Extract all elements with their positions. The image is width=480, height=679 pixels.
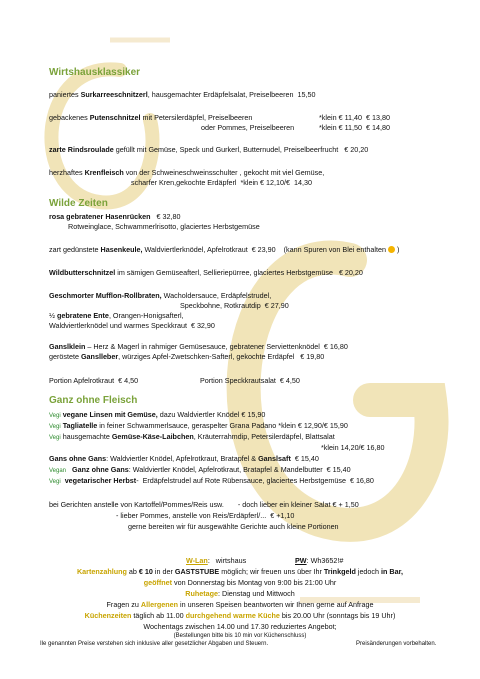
dish-hasenkeule: zart gedünstete Hasenkeule, Waldviertlerknödel, Apfelrotkraut € 23,90 (kann Spuren von Blei enthalten ): [49, 245, 400, 254]
section-title-wirtshausklassiker: Wirtshausklassiker: [49, 67, 141, 78]
dish-laibchen: Vegi hausgemachte Gemüse-Käse-Laibchen, Kräuterrahmdip, Petersilerdäpfel, Blattsalat: [49, 432, 335, 441]
tax-note: Ile genannten Preise verstehen sich inklusive aller gesetzlicher Abgaben und Steuern.: [40, 641, 269, 647]
note-kleine-portionen: gerne bereiten wir für ausgewählte Gerichte auch kleine Portionen: [128, 522, 339, 531]
note-pommes: - lieber Pommes, anstelle von Reis/Erdäpferl/... € +1,10: [116, 511, 295, 520]
dish-wildbutterschnitzel: Wildbutterschnitzel im sämigen Gemüseafterl, Sellieriepürree, glaciertes Herbstgemüse € 20,20: [49, 268, 363, 277]
section-title-wilde-zeiten: Wilde Zeiten: [49, 198, 108, 209]
dish-ganz-ohne-gans: Vegan Ganz ohne Gans: Waldviertler Knödel, Apfelrotkraut, Bratapfel & Mandelbutter € 15,40: [49, 465, 351, 474]
dish-putenschnitzel-variant: oder Pommes, Preiselbeeren: [201, 123, 295, 132]
dish-hasenruecken-detail: Rotweinglace, Schwammerlrisotto, glaciertes Herbstgemüse: [68, 222, 260, 231]
payment-info: Kartenzahlung ab € 10 in der GASTSTUBE möglich; wir freuen uns über Ihr Trinkgeld jedoch in Bar,: [76, 567, 404, 576]
dish-mufflon-detail: Speckbohne, Rotkrautdip € 27,90: [180, 301, 289, 310]
kitchen-hours: Küchenzeiten täglich ab 11.00 durchgehend warme Küche bis 20.00 Uhr (sonntags bis 19 Uhr): [84, 611, 396, 620]
dish-tagliatelle: Vegi Tagliatelle in feiner Schwammerlsauce, geraspelter Grana Padano *klein € 12,90/€ 15,90: [49, 421, 348, 430]
allergen-info: Fragen zu Allergenen in unseren Speisen beantworten wir Ihnen gerne auf Anfrage: [106, 600, 374, 609]
dish-hasenruecken: rosa gebratener Hasenrücken € 32,80: [49, 212, 181, 221]
dish-ente: ½ gebratene Ente, Orangen-Honigsafterl,: [49, 311, 184, 320]
note-beilagen: bei Gerichten anstelle von Kartoffel/Pommes/Reis usw. - doch lieber ein kleiner Salat € + 1,50: [49, 500, 359, 509]
dish-putenschnitzel-price: *klein € 11,40 € 13,80: [319, 113, 390, 122]
smiley-icon: [388, 246, 395, 253]
dish-putenschnitzel: gebackenes Putenschnitzel mit Petersilerdäpfel, Preiselbeeren: [49, 113, 253, 122]
dish-linsen: Vegi vegane Linsen mit Gemüse, dazu Waldviertler Knödel € 15,90: [49, 410, 266, 419]
price-change-note: Preisänderungen vorbehalten.: [356, 641, 437, 647]
wlan-password: PW: Wh3652!#: [295, 556, 344, 565]
dish-laibchen-price: *klein 14,20/€ 16,80: [321, 443, 385, 452]
opening-hours: geöffnet von Donnerstag bis Montag von 9:00 bis 21:00 Uhr: [143, 578, 337, 587]
dish-ganslleber: geröstete Ganslleber, würziges Apfel-Zwetschken-Safterl, gekochte Erdäpfel € 19,80: [49, 352, 325, 361]
rest-days: Ruhetage: Dienstag und Mittwoch: [185, 589, 295, 598]
section-title-ganz-ohne-fleisch: Ganz ohne Fleisch: [49, 395, 138, 406]
dish-krenfleisch-detail: scharfer Kren,gekochte Erdäpferl *klein € 12,10/€ 14,30: [131, 178, 312, 187]
dish-gans-ohne-gans: Gans ohne Gans: Waldviertler Knödel, Apfelrotkraut, Bratapfel & Ganslsaft € 15,40: [49, 454, 319, 463]
dish-ente-detail: Waldviertlerknödel und warmes Speckkraut € 32,90: [49, 321, 215, 330]
dish-surkarreeschnitzerl: paniertes Surkarreeschnitzerl, hausgemachter Erdäpfelsalat, Preiselbeeren 15,50: [49, 90, 316, 99]
dish-rindsroulade: zarte Rindsroulade gefüllt mit Gemüse, Speck und Gurkerl, Butternudel, Preiselbeerfrucht € 20,20: [49, 145, 369, 154]
reduced-offer: Wochentags zwischen 14.00 und 17.30 reduziertes Angebot;: [143, 622, 337, 631]
dish-vegetarischer-herbst: Vegi vegetarischer Herbst- Erdäpfelstrudel auf Rote Rübensauce, glaciertes Herbstgemüse € 16,80: [49, 476, 374, 485]
dish-ganslklein: Ganslklein – Herz & Magerl in rahmiger Gemüsesauce, gebratener Serviettenknödel € 16,80: [49, 342, 348, 351]
dish-putenschnitzel-variant-price: *klein € 11,50 € 14,80: [319, 123, 390, 132]
side-apfelrotkraut: Portion Apfelrotkraut € 4,50: [49, 376, 139, 385]
wlan-info: W-Lan: wirtshaus: [186, 556, 247, 565]
dish-mufflon: Geschmorter Mufflon-Rollbraten, Wacholdersauce, Erdäpfelstrudel,: [49, 291, 272, 300]
order-note: (Bestellungen bitte bis 10 min vor Küchenschluss): [173, 633, 307, 639]
dish-krenfleisch: herzhaftes Krenfleisch von der Schweineschweinsschulter , gekocht mit viel Gemüse,: [49, 168, 325, 177]
side-speckkrautsalat: Portion Speckkrautsalat € 4,50: [200, 376, 300, 385]
